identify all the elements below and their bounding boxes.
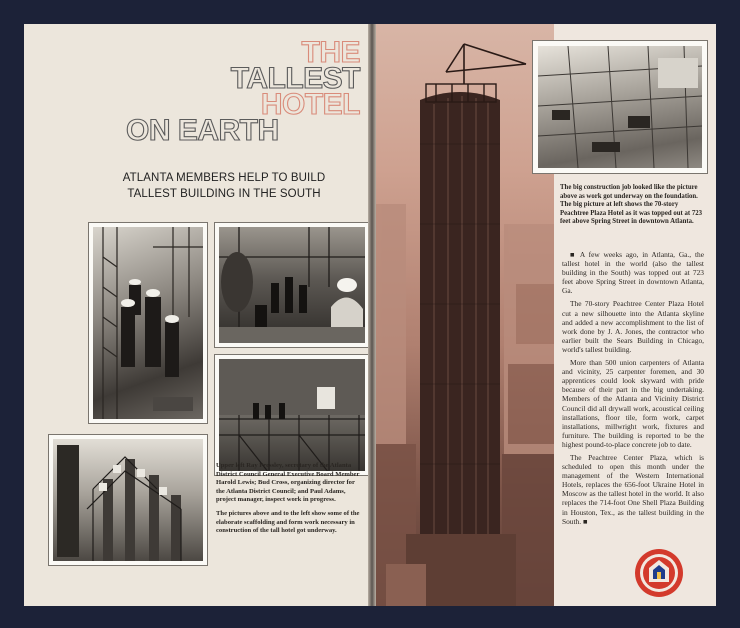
photo-scaffolding	[214, 354, 370, 476]
subheadline-line-1: ATLANTA MEMBERS HELP TO BUILD	[122, 172, 326, 184]
left-page	[24, 24, 368, 606]
subheadline-line-2: TALLEST BUILDING IN THE SOUTH	[127, 188, 321, 200]
page-gutter	[368, 24, 376, 606]
carpenters-union-emblem-icon	[634, 548, 684, 598]
photo-caption-right: The big construction job looked like the picture above as work got underway on the foundation. The big picture at left shows the 70-story Peachtree Plaza Hotel as it was topped out at 723 feet above Spring Street in downtown Atlanta.	[560, 184, 703, 226]
photo-workers-illustration	[219, 227, 365, 343]
headline-line-1: THE	[301, 36, 360, 69]
photo-inspection-illustration	[93, 227, 203, 419]
body-paragraph-4: The Peachtree Center Plaza, which is scheduled to open this month under the management of the Western International Hotels, replaces the 656-foot Ukraine Hotel in Moscow as the tallest hotel in the world. It also replaces the 714-foot One Shell Plaza Building in Houston, Tex., as the tallest building in the South. ■	[562, 452, 704, 526]
magazine-spread	[24, 24, 716, 606]
photo-workers-deck	[214, 222, 370, 348]
photo-scaffolding-illustration	[219, 359, 365, 471]
photo-foundation-illustration	[538, 46, 702, 168]
headline-line-4: ON EARTH	[126, 114, 279, 147]
headline-line-2: TALLEST	[230, 62, 360, 95]
body-paragraph-3: More than 500 union carpenters of Atlanta and vicinity, 25 carpenter foremen, and 30 apprentices could look skyward with pride because of their part in the big undertaking. Members of the Atlanta and Vicinity District Council did all drywall work, acoustical ceiling installations, floor tile, form work, carpet installations, millwright work, fixtures and furniture. The building is reported to be the highest pound-to-place concrete job to date.	[562, 358, 704, 449]
photo-column-formwork	[48, 434, 208, 566]
photo-inspection-team	[88, 222, 208, 424]
body-paragraph-2: The 70-story Peachtree Center Plaza Hotel cut a new silhouette into the Atlanta skyline and added a new accomplishment to the list of work done by J. A. Jones, the contractor who earlier built the Sears Building in Chicago, world's tallest building.	[562, 299, 704, 354]
tower-illustration	[376, 24, 554, 606]
photo-formwork-illustration	[53, 439, 203, 561]
caption-left-paragraph-1: Upper left Ray Pressley, secretary of the Atlanta District Council General Executive Board Member Harold Lewis; Bud Cross, organizing director for the Atlanta District Council; and Paul Adams, project manager, inspect work in progress.	[216, 462, 360, 504]
right-page	[376, 24, 716, 606]
subheadline	[84, 170, 364, 202]
article-body	[562, 250, 704, 530]
headline	[120, 36, 360, 147]
photo-foundation-work	[532, 40, 708, 174]
photo-captions-left	[216, 462, 362, 541]
caption-left-paragraph-2: The pictures above and to the left show some of the elaborate scaffolding and form work necessary in construction of the tall hotel got underway.	[216, 509, 360, 535]
photo-hotel-tower	[376, 24, 554, 606]
body-paragraph-1: ■ A few weeks ago, in Atlanta, Ga., the tallest hotel in the world (also the tallest building in the South) was topped out at 723 feet above Spring Street in downtown Atlanta, Ga.	[562, 250, 704, 296]
headline-line-3: HOTEL	[260, 88, 360, 121]
